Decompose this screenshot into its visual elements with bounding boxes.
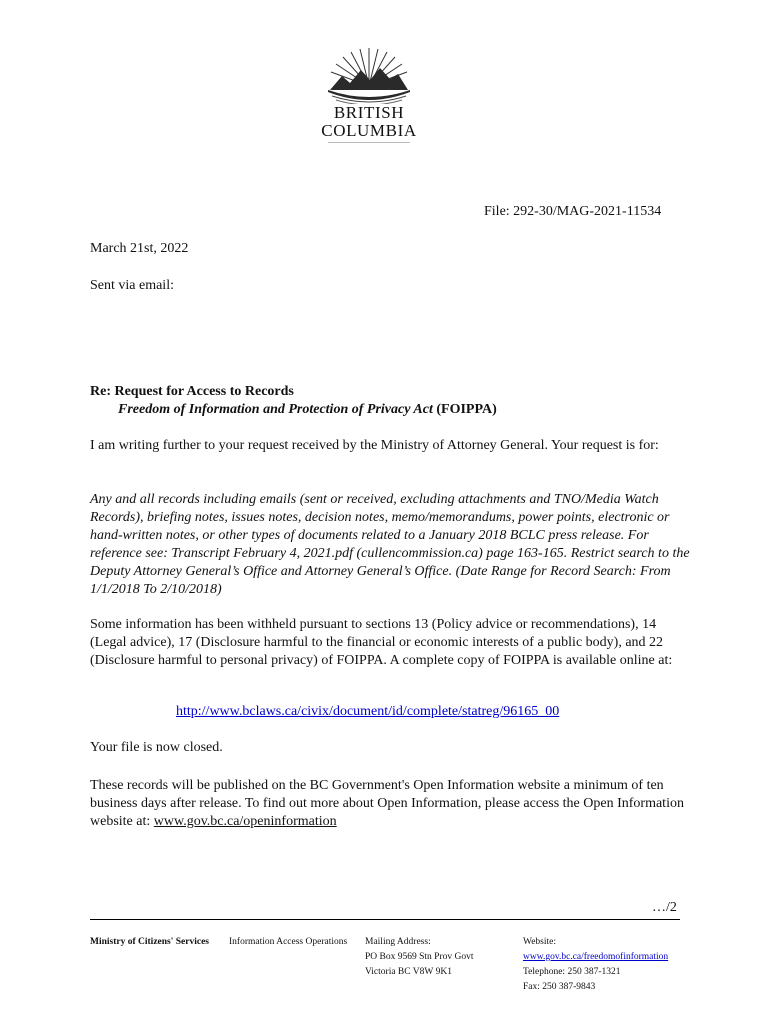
telephone: Telephone: 250 387-1321 — [523, 967, 621, 977]
logo-text-british: BRITISH — [333, 103, 405, 122]
website-label: Website: — [523, 937, 557, 947]
footer-contact — [523, 935, 668, 995]
logo-rule — [328, 142, 410, 143]
footer-ministry: Ministry of Citizens' Services — [90, 937, 209, 947]
act-abbrev: (FOIPPA) — [432, 402, 497, 417]
subject-line: Re: Request for Access to Records — [90, 384, 294, 399]
footer-mailing-address — [365, 935, 473, 980]
request-quote: Any and all records including emails (sent or received, excluding attachments and TNO/Media Watch Records), briefing notes, issues notes, decision notes, memo/memorandums, power points, electronic or hand-written notes, or other types of documents related to a January 2018 BCLC press release. For reference see: Transcript February 4, 2021.pdf (cullencommission.ca) page 163-165. Restrict search to the Deputy Attorney General’s Office and Attorney General’s Office. (Date Range for Record Search: From 1/1/2018 To 2/10/2018) — [90, 492, 690, 597]
page-continuation: …/2 — [652, 900, 677, 915]
act-name: Freedom of Information and Protection of Privacy Act — [118, 402, 433, 417]
file-closed-note: Your file is now closed. — [90, 740, 223, 755]
withheld-paragraph: Some information has been withheld pursuant to sections 13 (Policy advice or recommendations), 14 (Legal advice), 17 (Disclosure harmful to the financial or economic interests of a public body), and 22 (Disclosure harmful to personal privacy) of FOIPPA. A complete copy of FOIPPA is available online at: — [90, 617, 673, 668]
open-info-text: These records will be published on the BC Government's Open Information website a minimum of ten business days after release. To find out more about Open Information, please access the Open Information website at: — [90, 778, 684, 829]
mailing-line-1: PO Box 9569 Stn Prov Govt — [365, 952, 474, 962]
website-link[interactable]: www.gov.bc.ca/freedomofinformation — [523, 952, 669, 962]
footer-operations: Information Access Operations — [229, 937, 348, 947]
fax: Fax: 250 387-9843 — [523, 982, 596, 992]
foippa-link[interactable]: http://www.bclaws.ca/civix/document/id/complete/statreg/96165_00 — [176, 704, 560, 719]
bc-logo — [314, 46, 424, 146]
letter-date: March 21st, 2022 — [90, 241, 189, 256]
subject-block — [90, 383, 497, 419]
open-info-link[interactable]: www.gov.bc.ca/openinformation — [153, 814, 337, 829]
mailing-line-2: Victoria BC V8W 9K1 — [365, 967, 452, 977]
footer-divider — [90, 919, 680, 920]
mailing-label: Mailing Address: — [365, 937, 431, 947]
open-info-paragraph — [90, 777, 690, 831]
sent-via: Sent via email: — [90, 278, 174, 293]
bc-sun-mountain-emblem-icon — [328, 46, 410, 104]
intro-paragraph: I am writing further to your request received by the Ministry of Attorney General. Your request is for: — [90, 438, 659, 453]
logo-text-columbia: COLUMBIA — [321, 121, 417, 140]
file-reference: File: 292-30/MAG-2021-11534 — [484, 204, 662, 219]
subject-act-line — [90, 401, 497, 419]
